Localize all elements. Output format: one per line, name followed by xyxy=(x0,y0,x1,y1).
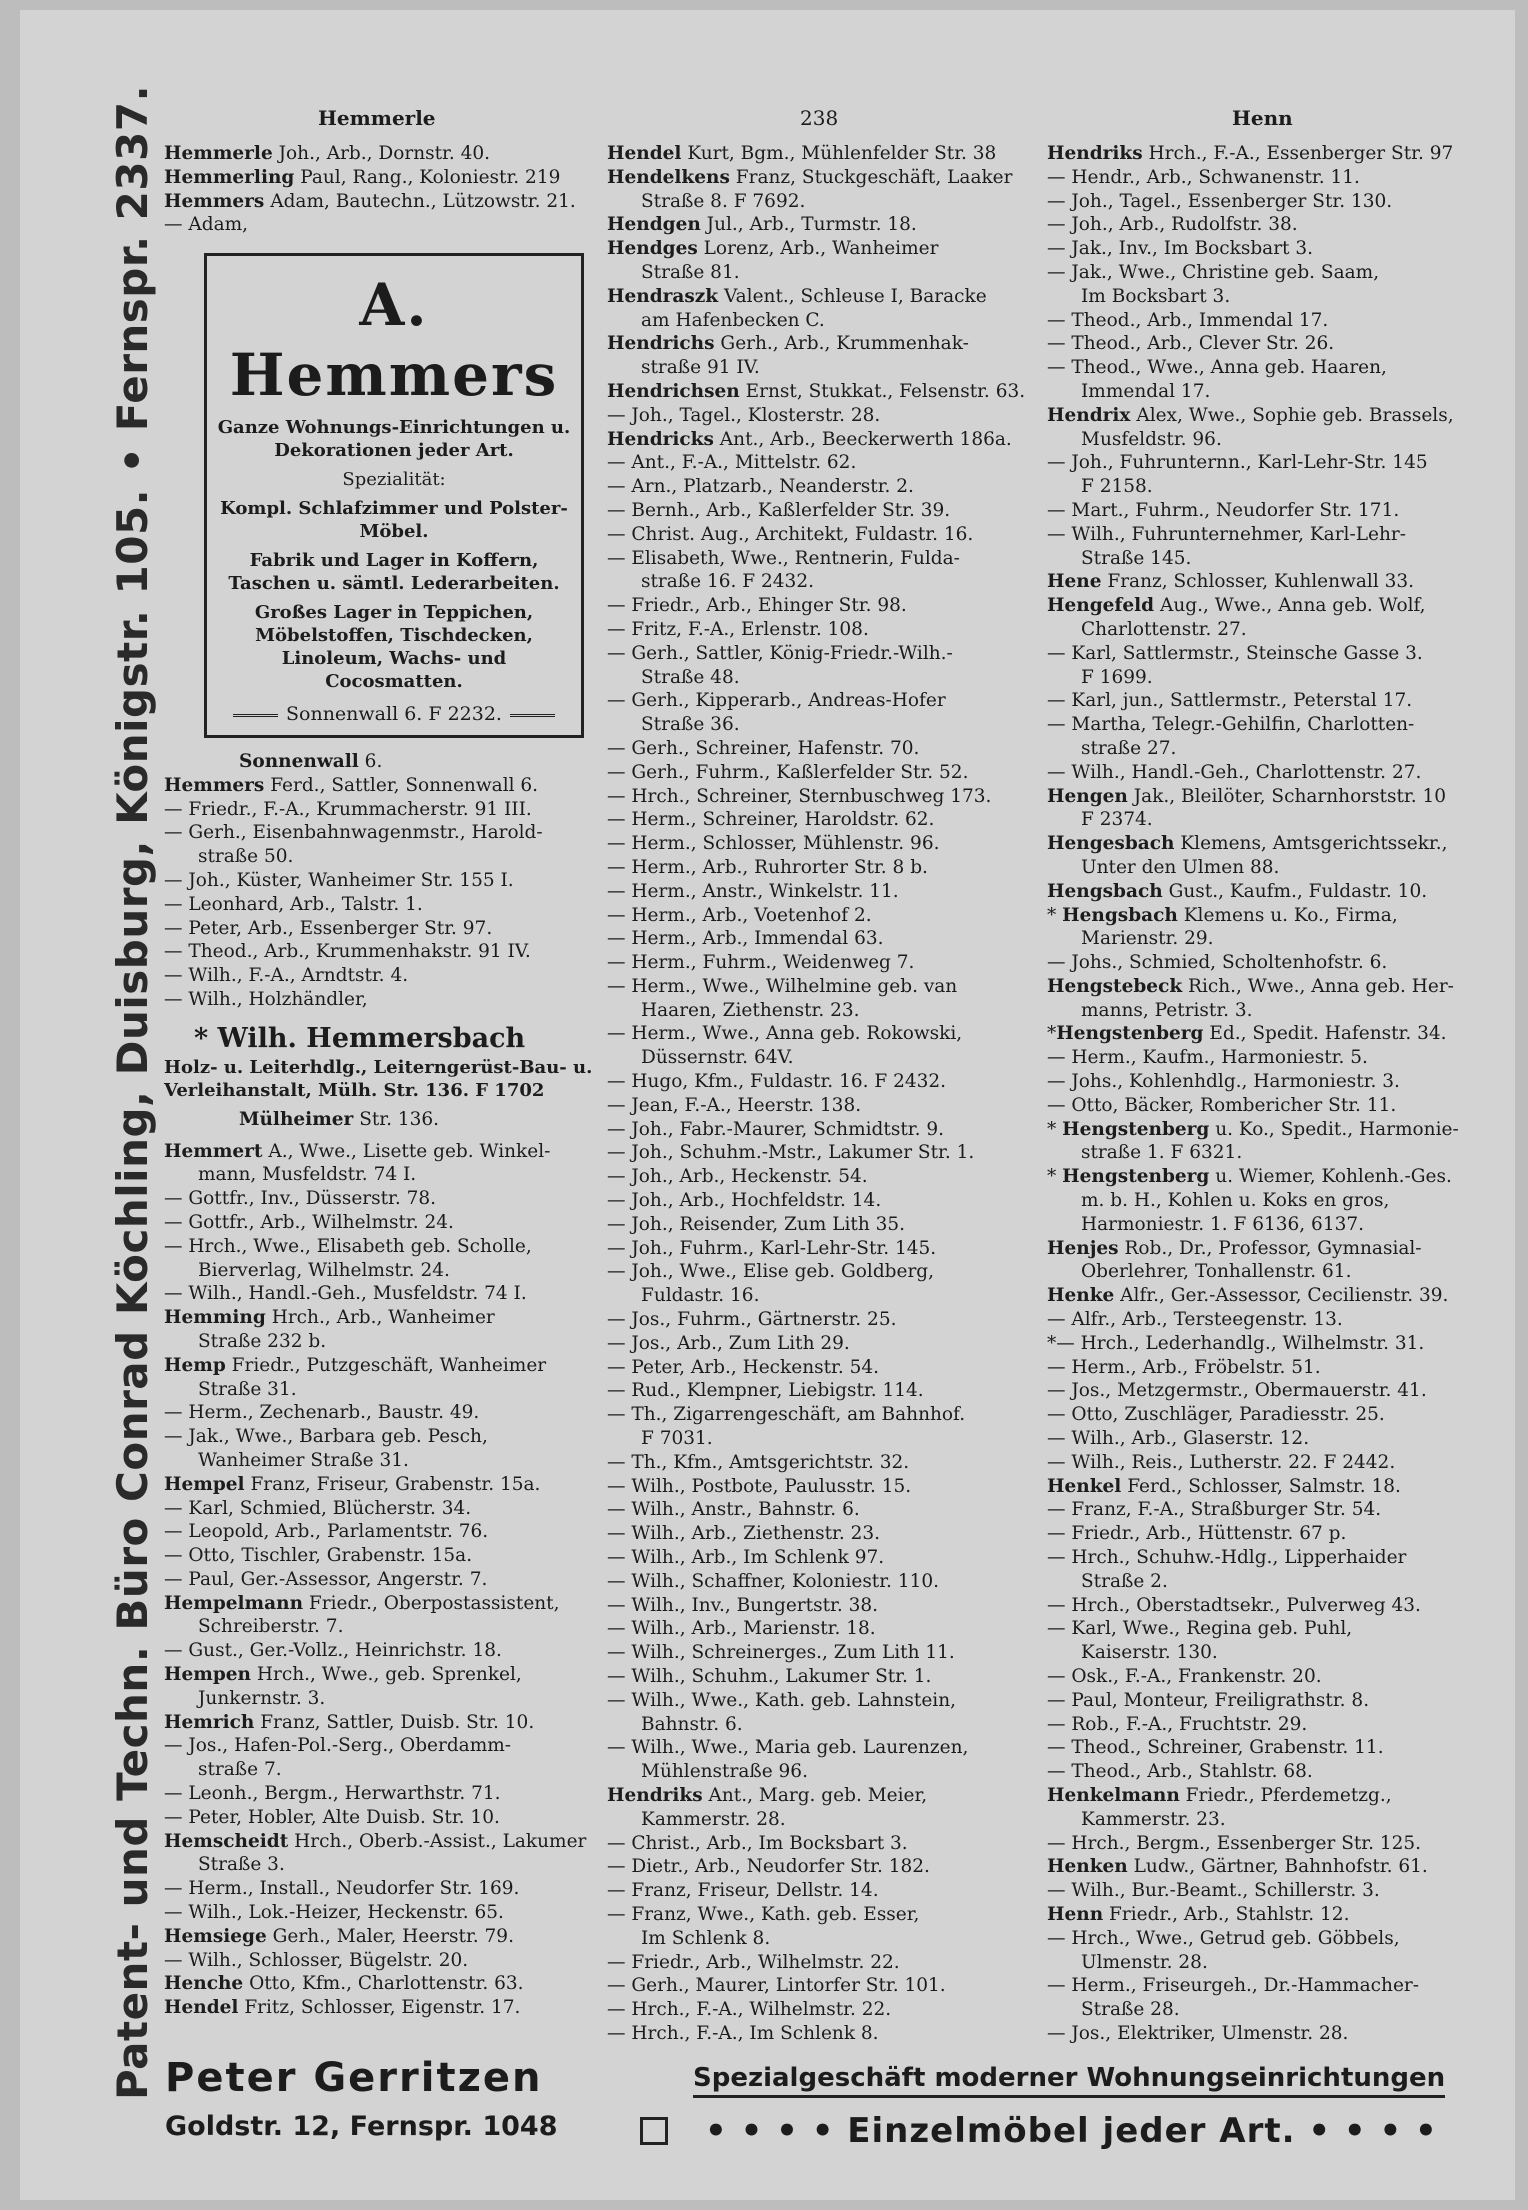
entry-line: Kammerstr. 23. xyxy=(1081,1808,1226,1830)
entry-line: — Gerh., Fuhrm., Kaßlerfelder Str. 52. xyxy=(607,761,969,783)
entry-line: — Jos., Fuhrm., Gärtnerstr. 25. xyxy=(607,1309,897,1331)
entry-line: — Jos., Arb., Zum Lith 29. xyxy=(607,1332,850,1354)
ad-line: Großes Lager in Teppichen, Möbelstoffen, Tischdecken, Linoleum, Wachs- und Cocosmatten. xyxy=(254,602,534,693)
entry-line: — Wilh., Postbote, Paulusstr. 15. xyxy=(607,1475,912,1497)
entry-line: — Joh., Arb., Heckenstr. 54. xyxy=(607,1166,868,1188)
advertiser-slogan: • • • • Einzelmöbel jeder Art. • • • • xyxy=(705,2111,1438,2151)
entry-line: — Peter, Arb., Heckenstr. 54. xyxy=(607,1356,880,1378)
entry-line: Henkelmann Friedr., Pferdemetzg., xyxy=(1047,1784,1392,1806)
entries xyxy=(1047,142,1487,2046)
entry-line: Hene Franz, Schlosser, Kuhlenwall 33. xyxy=(1047,571,1415,593)
advertiser-address: Goldstr. 12, Fernspr. 1048 xyxy=(165,2111,558,2142)
entry-line: Musfeldstr. 96. xyxy=(1081,428,1222,450)
entry-line: Henjes Rob., Dr., Professor, Gymnasial- xyxy=(1047,1237,1422,1259)
entry-line: — Joh., Arb., Rudolfstr. 38. xyxy=(1047,214,1298,236)
entry-line: — Johs., Kohlenhdlg., Harmoniestr. 3. xyxy=(1047,1071,1400,1093)
ad-line: Holz- u. Leiterhdlg., Leiterngerüst-Bau- u. Verleihanstalt, Mülh. Str. 136. F 1702 xyxy=(164,1056,593,1101)
entry-line: Bahnstr. 6. xyxy=(641,1713,743,1735)
entry-line: Im Bocksbart 3. xyxy=(1081,285,1231,307)
ad-line: Fabrik und Lager in Koffern, Taschen u. sämtl. Lederarbeiten. xyxy=(228,550,560,595)
entry-line: — Franz, F.-A., Straßburger Str. 54. xyxy=(1047,1499,1382,1521)
entry-line: — Wilh., Schuhm., Lakumer Str. 1. xyxy=(607,1666,932,1687)
ad-footer xyxy=(217,703,571,727)
entry-line: Harmoniestr. 1. F 6136, 6137. xyxy=(1081,1213,1365,1235)
entries-c xyxy=(164,1140,594,2020)
entry-line: — Fritz, F.-A., Erlenstr. 108. xyxy=(607,618,869,640)
entry-line: — Wilh., Schaffner, Koloniestr. 110. xyxy=(607,1570,940,1592)
entry-line: — Theod., Wwe., Anna geb. Haaren, xyxy=(1047,357,1387,379)
entry-line: — Wilh., Arb., Ziethenstr. 23. xyxy=(607,1523,881,1545)
entry-line: — Wilh., Arb., Glaserstr. 12. xyxy=(1047,1428,1310,1450)
entry-line: Hendel Kurt, Bgm., Mühlenfelder Str. 38 xyxy=(607,143,997,164)
entry-line: — Rob., F.-A., Fruchtstr. 29. xyxy=(1047,1713,1308,1735)
entry-line: Straße 232 b. xyxy=(198,1330,327,1352)
entry-line: — Adam, xyxy=(164,214,249,236)
entry-line: — Joh., Fabr.-Maurer, Schmidtstr. 9. xyxy=(607,1118,944,1140)
entry-line: — Herm., Arb., Immendal 63. xyxy=(607,928,884,950)
entry-line: — Joh., Reisender, Zum Lith 35. xyxy=(607,1213,906,1235)
entry-line: — Leonh., Bergm., Herwarthstr. 71. xyxy=(164,1783,501,1805)
entry-line: — Friedr., Arb., Ehinger Str. 98. xyxy=(607,595,907,617)
entry-line: Junkernstr. 3. xyxy=(198,1687,326,1709)
entry-line: — Herm., Schlosser, Mühlenstr. 96. xyxy=(607,833,940,855)
entry-line: Fuldastr. 16. xyxy=(641,1285,760,1307)
entry-line: — Martha, Telegr.-Gehilfin, Charlotten- xyxy=(1047,714,1415,736)
entries xyxy=(607,142,1043,2046)
entry-line: — Wilh., F.-A., Arndtstr. 4. xyxy=(164,965,409,987)
entry-line: Hendraszk Valent., Schleuse I, Baracke xyxy=(607,285,987,307)
entry-line: — Wilh., Handl.-Geh., Charlottenstr. 27. xyxy=(1047,761,1422,783)
entry-line: — Herm., Friseurgeh., Dr.-Hammacher- xyxy=(1047,1975,1420,1997)
entry-line: — Franz, Friseur, Dellstr. 14. xyxy=(607,1880,879,1902)
entry-line: Hemmers Adam, Bautechn., Lützowstr. 21. xyxy=(164,190,576,212)
entry-line: — Theod., Arb., Immendal 17. xyxy=(1047,309,1329,331)
entry-line: — Gottfr., Arb., Wilhelmstr. 24. xyxy=(164,1211,454,1233)
entry-line: — Herm., Wwe., Anna geb. Rokowski, xyxy=(607,1023,963,1045)
entry-line: Hendges Lorenz, Arb., Wanheimer xyxy=(607,238,939,260)
entry-line: Schreiberstr. 7. xyxy=(198,1616,344,1638)
entry-line: straße 1. F 6321. xyxy=(1081,1142,1243,1164)
entry-line: — Theod., Arb., Stahlstr. 68. xyxy=(1047,1761,1313,1783)
entry-line: Hemmerle Joh., Arb., Dornstr. 40. xyxy=(164,143,491,164)
entries-a xyxy=(164,142,594,237)
entry-line: *— Hrch., Lederhandlg., Wilhelmstr. 31. xyxy=(1047,1332,1425,1354)
entry-line: straße 50. xyxy=(198,846,294,868)
entry-line: — Gerh., Kipperarb., Andreas-Hofer xyxy=(607,690,946,712)
advertiser-specialty: Spezialgeschäft moderner Wohnungseinrichtungen xyxy=(693,2063,1445,2098)
entry-line: Sonnenwall 6. xyxy=(239,750,383,772)
entry-line: Hendrix Alex, Wwe., Sophie geb. Brassels, xyxy=(1047,404,1454,426)
entry-line: — Wilh., Anstr., Bahnstr. 6. xyxy=(607,1499,860,1521)
entry-line: — Wilh., Inv., Bungertstr. 38. xyxy=(607,1594,878,1616)
entry-line: — Jak., Wwe., Christine geb. Saam, xyxy=(1047,261,1380,283)
entry-line: — Wilh., Reis., Lutherstr. 22. F 2442. xyxy=(1047,1451,1396,1473)
entry-line: Unter den Ulmen 88. xyxy=(1081,856,1280,878)
running-head-left: Hemmerle xyxy=(318,106,436,130)
entry-line: — Gerh., Eisenbahnwagenmstr., Harold- xyxy=(164,822,543,844)
entry-line: Hendriks Ant., Marg. geb. Meier, xyxy=(607,1784,928,1806)
entry-line: — Otto, Zuschläger, Paradiesstr. 25. xyxy=(1047,1404,1385,1426)
entry-line: — Hrch., F.-A., Wilhelmstr. 22. xyxy=(607,1999,892,2021)
entry-line: — Bernh., Arb., Kaßlerfelder Str. 39. xyxy=(607,499,951,521)
entry-line: — Herm., Schreiner, Haroldstr. 62. xyxy=(607,809,935,831)
entry-line: — Otto, Bäcker, Rombericher Str. 11. xyxy=(1047,1094,1397,1116)
entry-line: Henkel Ferd., Schlosser, Salmstr. 18. xyxy=(1047,1475,1401,1497)
entry-line: — Joh., Fuhrm., Karl-Lehr-Str. 145. xyxy=(607,1237,937,1259)
entry-line: — Arn., Platzarb., Neanderstr. 2. xyxy=(607,476,914,498)
entry-line: F 7031. xyxy=(641,1428,713,1450)
entry-line: — Gust., Ger.-Vollz., Heinrichstr. 18. xyxy=(164,1640,502,1662)
hemmersbach-advertisement xyxy=(164,1022,594,1102)
entry-line: — Hrch., Bergm., Essenberger Str. 125. xyxy=(1047,1832,1422,1854)
entry-line: — Hendr., Arb., Schwanenstr. 11. xyxy=(1047,166,1360,188)
entry-line: am Hafenbecken C. xyxy=(641,309,825,331)
entry-line: — Hugo, Kfm., Fuldastr. 16. F 2432. xyxy=(607,1071,947,1093)
entry-line: Hendgen Jul., Arb., Turmstr. 18. xyxy=(607,214,917,236)
entry-line: Hemsiege Gerh., Maler, Heerstr. 79. xyxy=(164,1925,514,1947)
entry-line: mann, Musfeldstr. 74 I. xyxy=(198,1164,417,1186)
entry-line: — Jos., Metzgermstr., Obermauerstr. 41. xyxy=(1047,1380,1427,1402)
entry-line: Marienstr. 29. xyxy=(1081,928,1214,950)
entry-line: — Herm., Install., Neudorfer Str. 169. xyxy=(164,1878,520,1900)
entry-line: Hengefeld Aug., Wwe., Anna geb. Wolf, xyxy=(1047,595,1426,617)
entry-line: Charlottenstr. 27. xyxy=(1081,618,1247,640)
entry-line: Straße 28. xyxy=(1081,1999,1180,2021)
entry-line: — Jak., Wwe., Barbara geb. Pesch, xyxy=(164,1426,488,1448)
running-head-right: Henn xyxy=(1232,106,1293,130)
entry-line: Hemming Hrch., Arb., Wanheimer xyxy=(164,1307,495,1329)
entry-line: — Hrch., Wwe., Elisabeth geb. Scholle, xyxy=(164,1235,532,1257)
entry-line: Hengstebeck Rich., Wwe., Anna geb. Her- xyxy=(1047,975,1454,997)
entry-line: * Hengstenberg u. Wiemer, Kohlenh.-Ges. xyxy=(1047,1166,1452,1188)
entry-line: straße 7. xyxy=(198,1759,282,1781)
entry-line: Henn Friedr., Arb., Stahlstr. 12. xyxy=(1047,1903,1350,1925)
entry-line: — Karl, jun., Sattlermstr., Peterstal 17. xyxy=(1047,690,1413,712)
entry-line: straße 27. xyxy=(1081,737,1177,759)
column-3 xyxy=(1047,142,1487,2046)
footer-advertisement xyxy=(165,2055,1485,2165)
entry-line: — Paul, Monteur, Freiligrathstr. 8. xyxy=(1047,1689,1370,1711)
entry-line: Hendriks Hrch., F.-A., Essenberger Str. 97 xyxy=(1047,143,1454,164)
entry-line: Hempelmann Friedr., Oberpostassistent, xyxy=(164,1592,560,1614)
entry-line: — Gerh., Schreiner, Hafenstr. 70. xyxy=(607,737,920,759)
entry-line: F 1699. xyxy=(1081,666,1153,688)
entry-line: Hendrichsen Ernst, Stukkat., Felsenstr. 63. xyxy=(607,380,1026,402)
entry-line: — Joh., Küster, Wanheimer Str. 155 I. xyxy=(164,869,514,891)
entry-line: — Herm., Wwe., Wilhelmine geb. van xyxy=(607,975,958,997)
entry-line: Düssernstr. 64V. xyxy=(641,1047,794,1069)
entry-line: — Herm., Fuhrm., Weidenweg 7. xyxy=(607,952,915,974)
entry-line: Straße 3. xyxy=(198,1854,285,1876)
entry-line: — Joh., Tagel., Klosterstr. 28. xyxy=(607,404,881,426)
entry-line: — Peter, Hobler, Alte Duisb. Str. 10. xyxy=(164,1806,500,1828)
entry-line: Straße 48. xyxy=(641,666,740,688)
entry-line: — Th., Kfm., Amtsgerichtstr. 32. xyxy=(607,1451,910,1473)
entry-line: — Osk., F.-A., Frankenstr. 20. xyxy=(1047,1666,1322,1687)
entry-line: Hempel Franz, Friseur, Grabenstr. 15a. xyxy=(164,1473,541,1495)
entry-line: — Herm., Arb., Ruhrorter Str. 8 b. xyxy=(607,856,928,878)
entry-line: — Hrch., Schuhw.-Hdlg., Lipperhaider xyxy=(1047,1547,1407,1569)
entry-line: — Jos., Hafen-Pol.-Serg., Oberdamm- xyxy=(164,1735,512,1757)
entry-line: Kaiserstr. 130. xyxy=(1081,1642,1218,1664)
entry-line: — Hrch., Wwe., Getrud geb. Göbbels, xyxy=(1047,1927,1400,1949)
ornament-icon xyxy=(640,2117,668,2145)
entry-line: — Wilh., Lok.-Heizer, Heckenstr. 65. xyxy=(164,1902,504,1924)
entry-line: Straße 8. F 7692. xyxy=(641,190,806,212)
entry-line: Straße 36. xyxy=(641,714,740,736)
entry-line: — Leopold, Arb., Parlamentstr. 76. xyxy=(164,1521,489,1543)
entry-line: Wanheimer Straße 31. xyxy=(198,1449,409,1471)
ad-address: Sonnenwall 6. F 2232. xyxy=(286,703,502,726)
entry-line: m. b. H., Kohlen u. Koks en gros, xyxy=(1081,1190,1390,1212)
entry-line: — Gottfr., Inv., Düsserstr. 78. xyxy=(164,1188,437,1210)
entry-line: Hendrichs Gerh., Arb., Krummenhak- xyxy=(607,333,969,355)
entry-line: Henche Otto, Kfm., Charlottenstr. 63. xyxy=(164,1973,524,1995)
entry-line: — Johs., Schmied, Scholtenhofstr. 6. xyxy=(1047,952,1388,974)
entry-line: Straße 31. xyxy=(198,1378,297,1400)
entry-line: — Hrch., Schreiner, Sternbuschweg 173. xyxy=(607,785,992,807)
entry-line: Hengen Jak., Bleilöter, Scharnhorststr. 10 xyxy=(1047,785,1447,807)
entry-line: — Joh., Tagel., Essenberger Str. 130. xyxy=(1047,190,1393,212)
entry-line: Straße 145. xyxy=(1081,547,1192,569)
entry-line: *Hengstenberg Ed., Spedit. Hafenstr. 34. xyxy=(1047,1023,1447,1045)
entry-line: Hemmert A., Wwe., Lisette geb. Winkel- xyxy=(164,1140,551,1162)
entry-line: Immendal 17. xyxy=(1081,380,1211,402)
entry-line: — Wilh., Wwe., Maria geb. Laurenzen, xyxy=(607,1737,969,1759)
entry-line: Hemrich Franz, Sattler, Duisb. Str. 10. xyxy=(164,1711,535,1733)
entry-line: — Herm., Arb., Voetenhof 2. xyxy=(607,904,872,926)
entry-line: Straße 2. xyxy=(1081,1570,1168,1592)
entry-line: — Rud., Klempner, Liebigstr. 114. xyxy=(607,1380,924,1402)
entry-line: — Dietr., Arb., Neudorfer Str. 182. xyxy=(607,1856,930,1878)
ad-title: * Wilh. Hemmersbach xyxy=(194,1022,526,1054)
entry-line: Im Schlenk 8. xyxy=(641,1927,771,1949)
advertiser-name: Peter Gerritzen xyxy=(165,2055,543,2101)
entry-line: — Otto, Tischler, Grabenstr. 15a. xyxy=(164,1545,473,1567)
ad-line: Ganze Wohnungs-Einrichtungen u. Dekorationen jeder Art. xyxy=(217,417,571,462)
entry-line: Hemmerling Paul, Rang., Koloniestr. 219 xyxy=(164,166,561,188)
entry-line: * Hengsbach Klemens u. Ko., Firma, xyxy=(1047,904,1398,926)
entry-line: Henke Alfr., Ger.-Assessor, Cecilienstr. 39. xyxy=(1047,1285,1449,1307)
entry-line: — Wilh., Schlosser, Bügelstr. 20. xyxy=(164,1949,469,1971)
entry-line: — Jean, F.-A., Heerstr. 138. xyxy=(607,1094,862,1116)
entry-line: — Karl, Wwe., Regina geb. Puhl, xyxy=(1047,1618,1353,1640)
entry-line: — Joh., Schuhm.-Mstr., Lakumer Str. 1. xyxy=(607,1142,975,1164)
entry-line: — Gerh., Sattler, König-Friedr.-Wilh.- xyxy=(607,642,953,664)
entry-line: — Hrch., F.-A., Im Schlenk 8. xyxy=(607,2022,879,2044)
entry-line: — Herm., Arb., Fröbelstr. 51. xyxy=(1047,1356,1321,1378)
entry-line: Hemmers Ferd., Sattler, Sonnenwall 6. xyxy=(164,774,539,796)
entry-line: — Gerh., Maurer, Lintorfer Str. 101. xyxy=(607,1975,946,1997)
entry-line: — Peter, Arb., Essenberger Str. 97. xyxy=(164,917,493,939)
entry-line: manns, Petristr. 3. xyxy=(1081,999,1253,1021)
entry-line: — Theod., Arb., Clever Str. 26. xyxy=(1047,333,1335,355)
entry-line: Hemscheidt Hrch., Oberb.-Assist., Lakumer xyxy=(164,1830,587,1852)
entry-line: — Wilh., Holzhändler, xyxy=(164,988,368,1010)
entry-line: — Herm., Zechenarb., Baustr. 49. xyxy=(164,1402,480,1424)
entry-line: — Leonhard, Arb., Talstr. 1. xyxy=(164,893,423,915)
entry-line: — Alfr., Arb., Tersteegenstr. 13. xyxy=(1047,1309,1343,1331)
entry-line: — Wilh., Fuhrunternehmer, Karl-Lehr- xyxy=(1047,523,1406,545)
entry-line: — Wilh., Wwe., Kath. geb. Lahnstein, xyxy=(607,1689,956,1711)
entry-line: — Friedr., F.-A., Krummacherstr. 91 III. xyxy=(164,798,532,820)
entry-line: Ulmenstr. 28. xyxy=(1081,1951,1208,1973)
entry-line: — Joh., Fuhrunternn., Karl-Lehr-Str. 145 xyxy=(1047,452,1428,474)
entry-line: Hendelkens Franz, Stuckgeschäft, Laaker xyxy=(607,166,1013,188)
page-number: 238 xyxy=(800,106,839,130)
ad-title: A. Hemmers xyxy=(229,271,559,410)
entry-line: Henken Ludw., Gärtner, Bahnhofstr. 61. xyxy=(1047,1856,1428,1878)
entry-line: — Friedr., Arb., Wilhelmstr. 22. xyxy=(607,1951,900,1973)
entry-line: straße 16. F 2432. xyxy=(641,571,814,593)
entry-line: — Elisabeth, Wwe., Rentnerin, Fulda- xyxy=(607,547,960,569)
ad-line: Kompl. Schlafzimmer und Polster-Möbel. xyxy=(220,498,568,543)
entry-line: * Hengstenberg u. Ko., Spedit., Harmonie- xyxy=(1047,1118,1459,1140)
entry-line: — Wilh., Bur.-Beamt., Schillerstr. 3. xyxy=(1047,1880,1380,1902)
entry-line: — Franz, Wwe., Kath. geb. Esser, xyxy=(607,1903,920,1925)
entry-line: — Th., Zigarrengeschäft, am Bahnhof. xyxy=(607,1404,966,1426)
entry-line: — Christ., Arb., Im Bocksbart 3. xyxy=(607,1832,908,1854)
entry-line: — Joh., Wwe., Elise geb. Goldberg, xyxy=(607,1261,935,1283)
entry-line: — Jak., Inv., Im Bocksbart 3. xyxy=(1047,238,1314,260)
entry-line: F 2158. xyxy=(1081,476,1153,498)
entry-line: Hempen Hrch., Wwe., geb. Sprenkel, xyxy=(164,1664,522,1686)
entry-line: Oberlehrer, Tonhallenstr. 61. xyxy=(1081,1261,1352,1283)
side-banner-ad: Patent- und Techn. Büro Conrad Köchling, Duisburg, Königstr. 105. • Fernspr. 2337. xyxy=(108,84,157,2100)
entry-line: — Wilh., Schreinerges., Zum Lith 11. xyxy=(607,1642,955,1664)
entry-line: Bierverlag, Wilhelmstr. 24. xyxy=(198,1259,450,1281)
entry-line: — Ant., F.-A., Mittelstr. 62. xyxy=(607,452,857,474)
entry-line: — Herm., Anstr., Winkelstr. 11. xyxy=(607,880,899,902)
entry-line: Haaren, Ziethenstr. 23. xyxy=(641,999,860,1021)
entry-line: — Karl, Sattlermstr., Steinsche Gasse 3. xyxy=(1047,642,1423,664)
entry-line: Hengsbach Gust., Kaufm., Fuldastr. 10. xyxy=(1047,880,1428,902)
entry-line: Hendel Fritz, Schlosser, Eigenstr. 17. xyxy=(164,1997,521,2019)
entry-line: — Joh., Arb., Hochfeldstr. 14. xyxy=(607,1190,882,1212)
entry-line: — Jos., Elektriker, Ulmenstr. 28. xyxy=(1047,2022,1349,2044)
ad-line: Spezialität: xyxy=(342,469,446,491)
entry-line: Mühlenstraße 96. xyxy=(641,1761,808,1783)
entry-line: Mülheimer Str. 136. xyxy=(239,1108,440,1130)
entry-line: Straße 81. xyxy=(641,261,740,283)
entry-line: — Wilh., Handl.-Geh., Musfeldstr. 74 I. xyxy=(164,1283,527,1305)
entry-line: — Karl, Schmied, Blücherstr. 34. xyxy=(164,1497,472,1519)
entry-line: — Hrch., Oberstadtsekr., Pulverweg 43. xyxy=(1047,1594,1421,1616)
entry-line: — Herm., Kaufm., Harmoniestr. 5. xyxy=(1047,1047,1368,1069)
entries-b xyxy=(164,774,594,1012)
hemmers-advertisement xyxy=(204,253,584,738)
entry-line: straße 91 IV. xyxy=(641,357,760,379)
entry-line: — Paul, Ger.-Assessor, Angerstr. 7. xyxy=(164,1568,488,1590)
entry-line: — Mart., Fuhrm., Neudorfer Str. 171. xyxy=(1047,499,1400,521)
entry-line: — Friedr., Arb., Hüttenstr. 67 p. xyxy=(1047,1523,1347,1545)
entry-line: — Theod., Arb., Krummenhakstr. 91 IV. xyxy=(164,941,531,963)
entry-line: F 2374. xyxy=(1081,809,1153,831)
entry-line: Kammerstr. 28. xyxy=(641,1808,786,1830)
entry-line: Hendricks Ant., Arb., Beeckerwerth 186a. xyxy=(607,428,1012,450)
entry-line: — Wilh., Arb., Im Schlenk 97. xyxy=(607,1547,885,1569)
entry-line: — Christ. Aug., Architekt, Fuldastr. 16. xyxy=(607,523,974,545)
entry-line: Hemp Friedr., Putzgeschäft, Wanheimer xyxy=(164,1354,547,1376)
entry-line: — Theod., Schreiner, Grabenstr. 11. xyxy=(1047,1737,1384,1759)
entry-line: — Wilh., Arb., Marienstr. 18. xyxy=(607,1618,876,1640)
column-2 xyxy=(607,142,1043,2046)
entry-line: Hengesbach Klemens, Amtsgerichtssekr., xyxy=(1047,833,1448,855)
column-1 xyxy=(164,142,594,2020)
